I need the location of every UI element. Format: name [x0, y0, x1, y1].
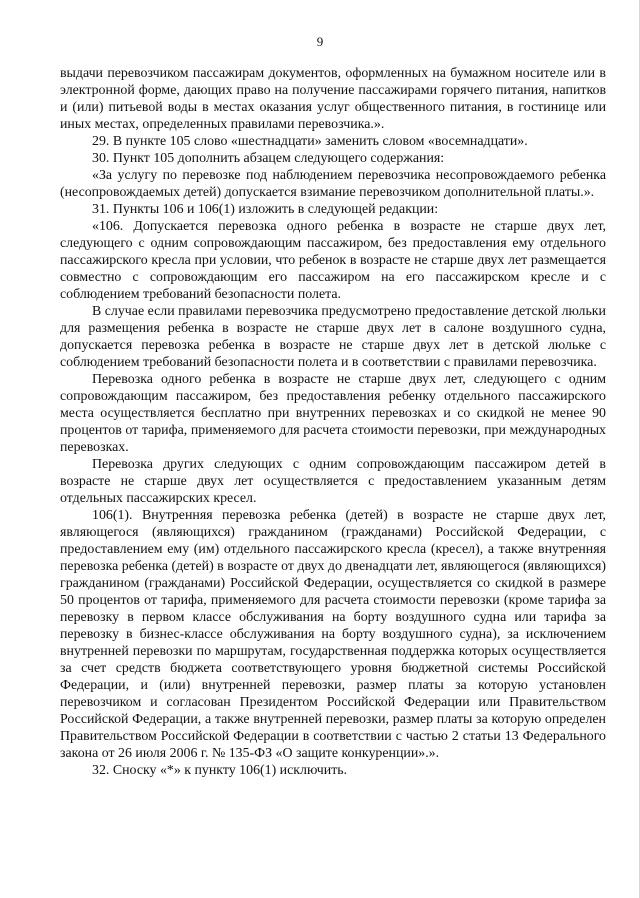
page-number: 9 — [316, 34, 324, 49]
paragraph-item-31: 31. Пункты 106 и 106(1) изложить в следующей редакции: — [92, 202, 439, 217]
paragraph-quote-105: «За услугу по перевозке под наблюдением перевозчика несопровождаемого ребенка (несопровождаемых детей) допускается взимание перевозчиком дополнительной платы.». — [60, 168, 606, 200]
document-body — [60, 65, 606, 779]
paragraph-clause-106-cradle: В случае если правилами перевозчика предусмотрено предоставление детской люльки для размещения ребенка в возрасте не старше двух лет в салоне воздушного судна, допускается перевозка ребенка в возрасте не старше двух лет в детской люльке с соблюдением требований безопасности полета и в соответствии с правилами перевозчика. — [60, 304, 606, 370]
paragraph-clause-106-1: 106(1). Внутренняя перевозка ребенка (детей) в возрасте не старше двух лет, являющегося (являющихся) гражданином (гражданами) Российской Федерации, с предоставлением ему (им) отдельного пассажирского кресла (кресел), а также внутренняя перевозка ребенка (детей) в возрасте от двух до двенадцати лет, являющегося (являющихся) гражданином (гражданами) Российской Федерации, осуществляется со скидкой в размере 50 процентов от тарифа, применяемого для расчета стоимости перевозки (кроме тарифа за перевозку в первом классе обслуживания на борту воздушного судна или тарифа за перевозку в бизнес-классе обслуживания на борту воздушного судна), за исключением внутренней перевозки по маршрутам, государственная поддержка которых осуществляется за счет средств бюджета соответствующего уровня бюджетной системы Российской Федерации, и (или) внутренней перевозки, размер платы за которую установлен перевозчиком и согласован Президентом Российской Федерации или Правительством Российской Федерации, а также внутренней перевозки, размер платы за которую определен Правительством Российской Федерации в соответствии с частью 2 статьи 13 Федерального закона от 26 июля 2006 г. № 135-ФЗ «О защите конкуренции».». — [60, 508, 606, 761]
paragraph-continuation: выдачи перевозчиком пассажирам документов, оформленных на бумажном носителе или в электронной форме, дающих право на получение пассажирами горячего питания, напитков и (или) питьевой воды в местах оказания услуг общественного питания, в гостинице или иных местах, определенных правилами перевозчика.». — [60, 66, 606, 132]
paragraph-item-29: 29. В пункте 105 слово «шестнадцати» заменить словом «восемнадцати». — [92, 134, 528, 149]
paragraph-clause-106-other-children: Перевозка других следующих с одним сопровождающим пассажиром детей в возрасте не старше двух лет осуществляется с предоставлением указанным детям отдельных пассажирских кресел. — [60, 457, 606, 506]
paragraph-clause-106: «106. Допускается перевозка одного ребенка в возрасте не старше двух лет, следующего с одним сопровождающим пассажиром, без предоставления ему отдельного пассажирского кресла при условии, что ребенок в возрасте не старше двух лет размещается совместно с сопровождающим его пассажиром на его пассажирском кресле и с соблюдением требований безопасности полета. — [60, 219, 606, 302]
paragraph-item-30: 30. Пункт 105 дополнить абзацем следующего содержания: — [92, 151, 445, 166]
paragraph-item-32: 32. Сноску «*» к пункту 106(1) исключить. — [92, 763, 348, 778]
paragraph-clause-106-free-carriage: Перевозка одного ребенка в возрасте не старше двух лет, следующего с одним сопровождающим пассажиром, без предоставления ребенку отдельного пассажирского места осуществляется бесплатно при внутренних перевозках и со скидкой не менее 90 процентов от тарифа, применяемого для расчета стоимости перевозки, при международных перевозках. — [60, 372, 606, 455]
